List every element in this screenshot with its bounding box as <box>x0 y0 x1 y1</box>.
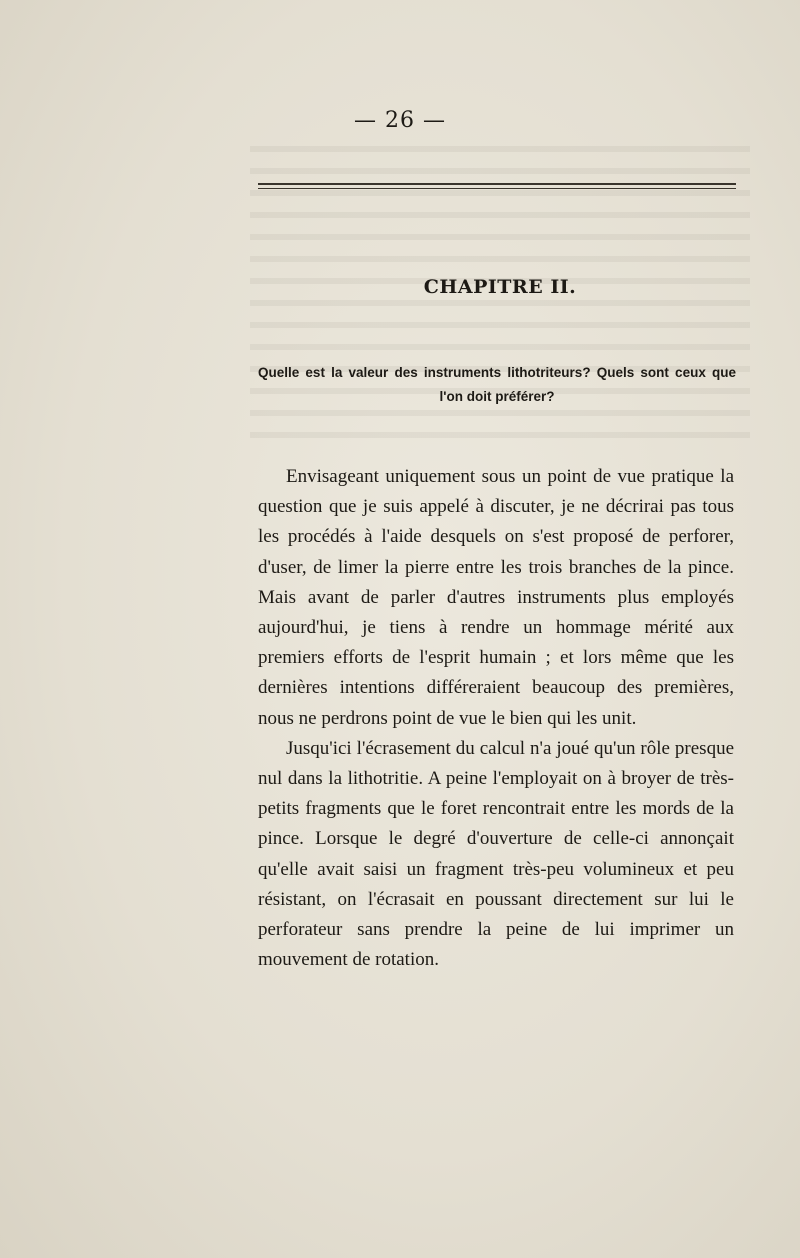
body-text <box>258 462 734 975</box>
paragraph-2: Jusqu'ici l'écrasement du calcul n'a joué qu'un rôle presque nul dans la lithotritie. A peine l'employait on à broyer de très-petits fragments que le foret rencontrait entre les mords de la pince. Lorsque le degré d'ouverture de celle-ci annonçait qu'elle avait saisi un fragment très-peu volumineux et peu résistant, on l'écrasait en poussant directement sur lui le perforateur sans prendre la peine de lui imprimer un mouvement de rotation. <box>258 737 734 971</box>
header-rule <box>258 183 736 189</box>
paragraph-1: Envisageant uniquement sous un point de vue pratique la question que je suis appelé à discuter, je ne décrirai pas tous les procédés à l'aide desquels on s'est proposé de perforer, d'user, de limer la pierre entre les trois branches de la pince. Mais avant de parler d'autres instruments plus employés aujourd'hui, je tiens à rendre un hommage mérité aux premiers efforts de l'esprit humain ; et lors même que les dernières intentions différeraient beaucoup des premières, nous ne perdrons point de vue le bien qui les unit. <box>258 466 734 729</box>
page-number: — 26 — <box>354 108 446 133</box>
chapter-title: CHAPITRE II. <box>423 276 577 298</box>
chapter-subtitle: Quelle est la valeur des instruments lithotriteurs? Quels sont ceux que l'on doit préférer? <box>258 365 736 404</box>
